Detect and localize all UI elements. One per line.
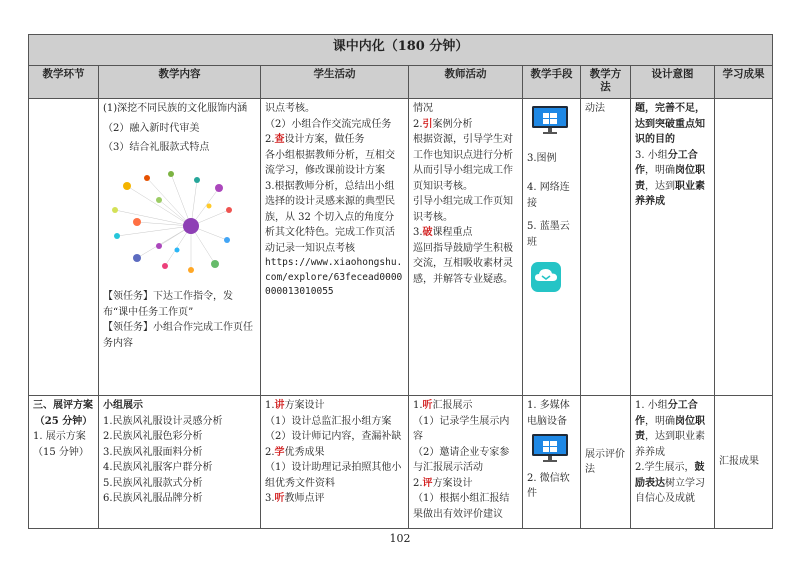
stage-title: 三、展评方案	[33, 400, 93, 411]
content-item: （2）融入新时代审美	[103, 122, 200, 134]
design-intent-cell	[631, 99, 715, 396]
lesson-plan-table	[28, 34, 773, 529]
student-line	[265, 491, 404, 507]
highlight-keyword: 学	[274, 446, 285, 458]
knowledge-graph-image	[107, 166, 235, 278]
teaching-method-cell	[581, 396, 631, 529]
learning-outcome-cell: 汇报成果	[715, 396, 773, 529]
intent-emphasis: 职业素养养成	[635, 180, 705, 207]
content-cell	[99, 396, 261, 529]
list-number: 2.	[413, 477, 423, 489]
content-item: 5.民族风礼服款式分析	[103, 477, 203, 489]
means-item: 5. 蓝墨云班	[527, 221, 570, 248]
teacher-line	[413, 398, 518, 414]
learning-outcome-cell	[715, 99, 773, 396]
teacher-line	[413, 117, 518, 133]
monitor-icon	[531, 105, 569, 135]
student-activity-cell	[261, 396, 409, 529]
header-learning-outcome: 学习成果	[715, 66, 773, 99]
intent-text: ，明确	[645, 415, 675, 427]
student-line-text: 优秀成果	[284, 446, 325, 458]
student-line-text: 方案设计	[284, 400, 325, 411]
monitor-icon	[531, 433, 569, 463]
header-teaching-method: 教学方法	[581, 66, 631, 99]
intent-emphasis: 分工合作	[635, 149, 698, 176]
intent-line	[635, 148, 710, 210]
intent-text: ，明确	[645, 165, 675, 176]
student-line: 3.根据教师分析，总结出小组选择的设计灵感来源的典型民族，从 32 个切入点的角度分析其文化特色。完成工作页活动记录一知识点考核	[265, 180, 395, 254]
intent-text: 树立学习自信心及成就	[635, 477, 705, 504]
teaching-means-cell	[523, 396, 581, 529]
list-number: 2.	[265, 446, 275, 458]
intent-text: ，达到职业素养养成	[635, 431, 705, 458]
reference-url[interactable]: https://www.xiaohongshu.com/explore/63fecead0000000013010055	[265, 257, 403, 298]
stage-sub-duration: （15 分钟）	[33, 446, 89, 458]
highlight-keyword: 破	[422, 227, 433, 238]
student-line: （2）小组合作交流完成任务	[265, 118, 392, 130]
content-title: 小组展示	[103, 400, 143, 411]
list-number: 2.	[413, 118, 423, 130]
header-student-activity: 学生活动	[261, 66, 409, 99]
highlight-keyword: 讲	[274, 400, 285, 411]
intent-emphasis: 岗位职责	[635, 165, 705, 192]
table-row	[29, 396, 773, 529]
list-number: 3.	[413, 227, 423, 238]
intent-text: 2.学生展示，	[635, 462, 695, 473]
teacher-line: （1）根据小组汇报结果做出有效评价建议	[413, 493, 510, 520]
list-number: 1.	[413, 400, 423, 411]
header-teacher-activity: 教师活动	[409, 66, 523, 99]
content-cell	[99, 99, 261, 396]
content-item: 3.民族风礼服面料分析	[103, 446, 203, 458]
task-instruction: 【领任务】下达工作指令，发布“课中任务工作页”	[103, 291, 233, 318]
student-line: 各小组根据教师分析，互相交流学习，修改课前设计方案	[265, 149, 395, 176]
teaching-means-cell	[523, 99, 581, 396]
intent-emphasis: 鼓励表达	[635, 462, 705, 489]
list-number: 3.	[265, 493, 275, 504]
means-item: 2. 微信软件	[527, 472, 570, 499]
teacher-line-text: 方案设计	[432, 477, 473, 489]
teacher-line: （2）邀请企业专家参与汇报展示活动	[413, 446, 510, 473]
teacher-line: 情况	[413, 103, 433, 114]
teacher-line: （1）记录学生展示内容	[413, 415, 510, 442]
method-text: 展示评价法	[585, 448, 625, 475]
student-line: 识点考核。	[265, 103, 315, 114]
student-line-text: 教师点评	[284, 493, 325, 504]
student-line-text: 设计方案，做任务	[284, 134, 365, 145]
method-text: 动法	[585, 103, 605, 114]
header-stage: 教学环节	[29, 66, 99, 99]
intent-text: 1. 小组	[635, 400, 668, 411]
student-line: （1）设计助理记录拍照其他小组优秀文件资料	[265, 462, 402, 489]
page-number: 102	[389, 532, 411, 545]
teacher-line-text: 课程重点	[432, 227, 473, 238]
header-design-intent: 设计意图	[631, 66, 715, 99]
highlight-keyword: 听	[274, 493, 285, 504]
cloud-class-icon	[531, 262, 561, 292]
stage-cell-empty	[29, 99, 99, 396]
intent-text: ，达到	[645, 180, 675, 192]
teacher-line	[413, 476, 518, 492]
highlight-keyword: 听	[422, 400, 433, 411]
teaching-method-cell	[581, 99, 631, 396]
table-row	[29, 99, 773, 396]
teacher-line: 巡回指导鼓励学生积极交流，互相吸收素材灵感，并解答专业疑惑。	[413, 242, 513, 285]
content-item: （3）结合礼服款式特点	[103, 142, 210, 153]
intent-line	[635, 460, 710, 507]
student-line	[265, 445, 404, 461]
highlight-keyword: 查	[274, 134, 285, 145]
intent-text: 3. 小组	[635, 149, 668, 161]
teacher-line	[413, 225, 518, 241]
list-number: 2.	[265, 134, 275, 145]
teacher-line-text: 汇报展示	[432, 400, 473, 411]
teacher-line: 根据资源，引导学生对工作也知识点进行分析从而引导小组完成工作页知识考核。	[413, 134, 513, 192]
content-item: 6.民族风礼服品牌分析	[103, 493, 203, 504]
student-activity-cell	[261, 99, 409, 396]
student-line	[265, 132, 404, 148]
means-item: 4. 网络连接	[527, 182, 570, 209]
highlight-keyword: 引	[422, 118, 433, 130]
task-instruction: 【领任务】小组合作完成工作页任务内容	[103, 322, 253, 349]
intent-line	[635, 101, 710, 148]
content-item: (1)深挖不同民族的文化服饰内涵	[103, 103, 248, 114]
teacher-activity-cell	[409, 99, 523, 396]
means-item: 3.图例	[527, 152, 557, 164]
header-content: 教学内容	[99, 66, 261, 99]
table-title: 课中内化（180 分钟）	[29, 35, 773, 66]
design-intent-cell	[631, 396, 715, 529]
student-line	[265, 398, 404, 414]
highlight-keyword: 评	[422, 477, 433, 489]
intent-emphasis: 岗位职责	[635, 415, 705, 442]
means-item: 1. 多媒体电脑设备	[527, 400, 570, 427]
teacher-line-text: 案例分析	[432, 118, 473, 130]
stage-cell	[29, 396, 99, 529]
stage-subtitle: 1. 展示方案	[33, 431, 86, 442]
intent-emphasis: 题，完善不足，达到突破重点知识的目的	[635, 103, 705, 145]
content-item: 1.民族风礼服设计灵感分析	[103, 415, 223, 427]
content-item: 4.民族风礼服客户群分析	[103, 462, 213, 473]
intent-emphasis: 分工合作	[635, 400, 698, 427]
teacher-activity-cell	[409, 396, 523, 529]
student-line: （1）设计总监汇报小组方案	[265, 415, 392, 427]
content-item: 2.民族风礼服色彩分析	[103, 431, 203, 442]
list-number: 1.	[265, 400, 275, 411]
student-line: （2）设计师记内容，查漏补缺	[265, 431, 402, 442]
intent-line	[635, 398, 710, 460]
header-teaching-means: 教学手段	[523, 66, 581, 99]
teacher-line: 引导小组完成工作页知识考核。	[413, 196, 513, 223]
stage-duration: （25 分钟）	[34, 415, 93, 427]
